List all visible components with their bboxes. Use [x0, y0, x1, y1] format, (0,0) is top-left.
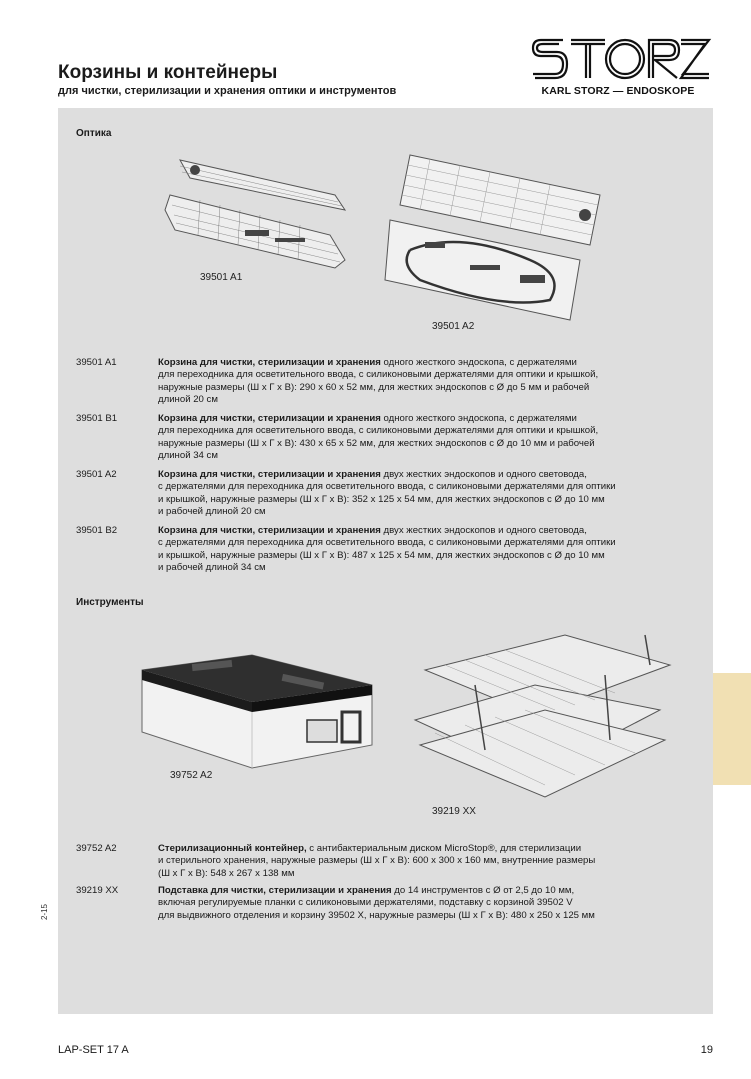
- rack-39219-xx-image: [405, 625, 675, 800]
- product-description: Корзина для чистки, стерилизации и хранения одного жесткого эндоскопа, с держателями для переходника для осветительного ввода, с силиконовыми держателями для оптики и крышкой, наружные размеры (Ш x Г x В): 290 x 60 x 52 мм, для жестких эндоскопов с Ø до 5 мм и рабочей длиной 20 см: [158, 357, 599, 406]
- image-caption: 39219 XX: [432, 806, 476, 817]
- product-code: 39501 A1: [76, 357, 117, 368]
- product-row: [76, 413, 696, 465]
- product-description: Корзина для чистки, стерилизации и хранения двух жестких эндоскопов и одного световода, с держателями для переходника для осветительного ввода, с силиконовыми держателями для оптики и крышкой, наружные размеры (Ш x Г x В): 352 x 125 x 54 мм, для жестких эндоскопов с Ø до 10 мм и рабочей длиной 20 см: [158, 469, 616, 518]
- logo-subtext: KARL STORZ — ENDOSKOPE: [541, 85, 695, 97]
- product-row: [76, 843, 696, 883]
- product-description: Корзина для чистки, стерилизации и хранения одного жесткого эндоскопа, с держателями для переходника для осветительного ввода, с силиконовыми держателями для оптики и крышкой, наружные размеры (Ш x Г x В): 430 x 65 x 52 мм, для жестких эндоскопов с Ø до 10 мм и рабочей длиной 34 см: [158, 413, 599, 462]
- product-description: Подставка для чистки, стерилизации и хранения до 14 инструментов с Ø от 2,5 до 10 мм, включая регулируемые планки с силиконовыми держателями, подставку с корзиной 39502 V для выдвижного отделения и корзину 39502 X, наружные размеры (Ш x Г x В): 480 x 250 x 125 мм: [158, 885, 595, 921]
- page-title: Корзины и контейнеры: [58, 62, 278, 83]
- product-row: [76, 525, 696, 577]
- image-caption: 39752 A2: [170, 770, 213, 781]
- image-caption: 39501 A2: [432, 321, 475, 332]
- side-page-number: 2-15: [40, 903, 49, 920]
- product-row: [76, 469, 696, 521]
- product-row: [76, 357, 696, 409]
- basket-39501-a2-image: [380, 150, 610, 325]
- section-tab: [713, 673, 751, 785]
- section-heading-optics: Оптика: [76, 128, 112, 139]
- image-caption: 39501 A1: [200, 272, 243, 283]
- product-description: Корзина для чистки, стерилизации и хранения двух жестких эндоскопов и одного световода, с держателями для переходника для осветительного ввода, с силиконовыми держателями для оптики и крышкой, наружные размеры (Ш x Г x В): 487 x 125 x 54 мм, для жестких эндоскопов с Ø до 10 мм и рабочей длиной 34 см: [158, 525, 616, 574]
- page-subtitle: для чистки, стерилизации и хранения оптики и инструментов: [58, 85, 397, 97]
- page-number: 19: [700, 1044, 713, 1056]
- container-39752-a2-image: [132, 640, 382, 770]
- footer-catalog: LAP-SET 17 A: [58, 1044, 129, 1056]
- product-code: 39501 A2: [76, 469, 117, 480]
- product-code: 39219 XX: [76, 885, 119, 896]
- product-code: 39501 B2: [76, 525, 118, 536]
- product-code: 39501 B1: [76, 413, 118, 424]
- section-heading-instruments: Инструменты: [76, 597, 144, 608]
- product-description: Стерилизационный контейнер, с антибактериальным диском MicroStop®, для стерилизации и стерильного хранения, наружные размеры (Ш x Г x В): 600 x 300 x 160 мм, внутренние размеры (Ш x Г x В): 548 x 267 x 138 мм: [158, 843, 596, 879]
- basket-39501-a1-image: [160, 150, 360, 270]
- product-code: 39752 A2: [76, 843, 117, 854]
- product-row: [76, 885, 696, 925]
